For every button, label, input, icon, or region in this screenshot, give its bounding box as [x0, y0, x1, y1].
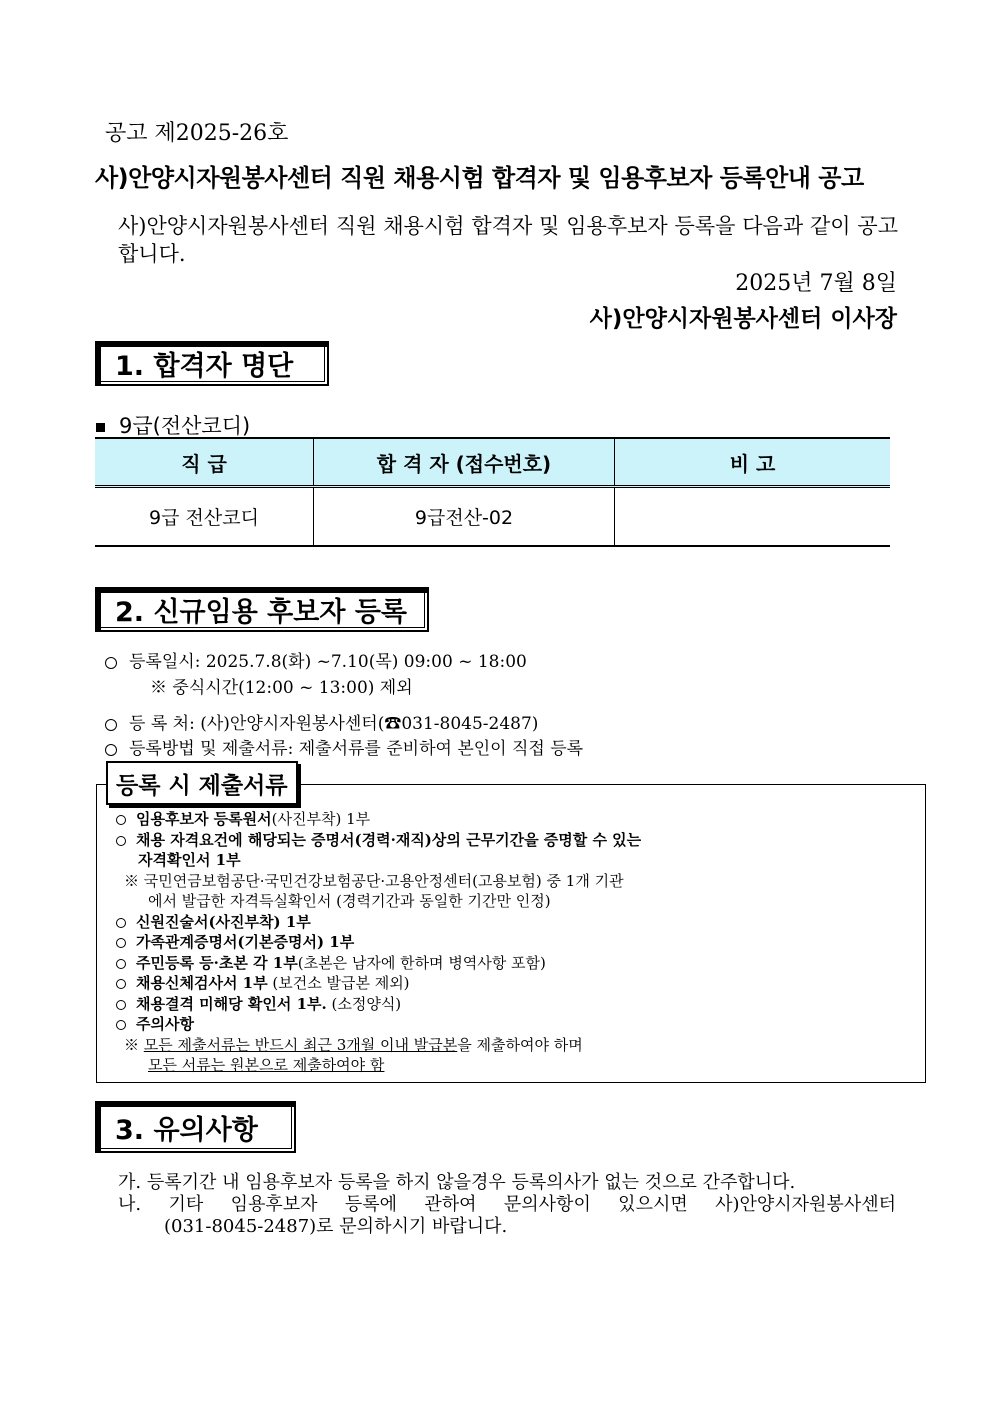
list-item	[116, 953, 916, 974]
circle-bullet-icon	[116, 815, 126, 825]
list-item	[116, 830, 916, 851]
doc-note: 을 제출하여야 하며	[457, 1035, 583, 1054]
doc-item-rest: (보건소 발급본 제외)	[272, 974, 410, 992]
doc-item-bold: 자격확인서 1부	[138, 851, 241, 869]
registration-place: 등 록 처: (사)안양시자원봉사센터(☎031-8045-2487)	[129, 714, 539, 734]
list-item	[116, 912, 916, 933]
documents-label: 등록 시 제출서류	[106, 761, 298, 805]
circle-bullet-icon	[116, 959, 126, 969]
list-item	[116, 932, 916, 953]
list-item	[105, 734, 583, 759]
list-item: 나. 기타 임용후보자 등록에 관하여 문의사항이 있으시면 사)안양시자원봉사센터	[118, 1194, 896, 1215]
doc-item-bold: 주민등록 등·초본 각 1부	[136, 953, 298, 972]
list-item	[116, 1014, 916, 1035]
section2-heading	[95, 587, 429, 632]
list-item	[116, 973, 916, 994]
cell-remarks	[615, 487, 891, 547]
header-remarks: 비 고	[615, 438, 891, 487]
circle-bullet-icon	[116, 1020, 126, 1030]
doc-item-bold: 채용신체검사서 1부	[136, 974, 268, 992]
registration-method: 등록방법 및 제출서류: 제출서류를 준비하여 본인이 직접 등록	[129, 739, 584, 759]
result-table	[95, 437, 890, 547]
notice-number: 공고 제2025-26호	[105, 121, 289, 146]
circle-bullet-icon	[116, 979, 126, 989]
section2-heading-text: 2. 신규임용 후보자 등록	[115, 597, 407, 628]
doc-item-rest: (소정양식)	[331, 994, 402, 1013]
circle-bullet-icon	[105, 719, 117, 731]
cell-passer: 9급전산-02	[314, 487, 615, 547]
subheading-text: 9급(전산코디)	[119, 414, 251, 438]
table-header-row	[95, 438, 890, 487]
doc-item-rest: (초본은 남자에 한하며 병역사항 포함)	[297, 953, 546, 972]
page-title: 사)안양시자원봉사센터 직원 채용시험 합격자 및 임용후보자 등록안내 공고	[95, 164, 864, 192]
lunch-note: ※ 중식시간(12:00 ~ 13:00) 제외	[150, 678, 413, 698]
list-item	[116, 1055, 916, 1076]
square-bullet-icon	[96, 423, 105, 432]
list-item	[105, 647, 527, 672]
documents-list	[116, 809, 916, 1076]
caution-list	[118, 1172, 896, 1238]
doc-note-underlined: 모든 서류는 원본으로 제출하여야 함	[148, 1056, 385, 1074]
list-item	[116, 871, 916, 892]
circle-bullet-icon	[105, 657, 117, 669]
section3-heading	[95, 1101, 296, 1153]
doc-item-bold: 신원진술서(사진부착) 1부	[136, 912, 311, 931]
doc-item-bold: 임용후보자 등록원서	[136, 810, 272, 828]
circle-bullet-icon	[116, 918, 126, 928]
header-passer: 합 격 자 (접수번호)	[314, 438, 615, 487]
list-item: ※ 모든 제출서류는 반드시 최근 3개월 이내 발급본을 제출하여야 하며	[124, 1035, 583, 1054]
circle-bullet-icon	[116, 938, 126, 948]
table-row	[95, 487, 890, 547]
list-item	[116, 891, 916, 912]
registration-period: 등록일시: 2025.7.8(화) ~7.10(목) 09:00 ~ 18:00	[129, 652, 527, 672]
list-item	[150, 673, 413, 698]
doc-note: ※ 국민연금보험공단·국민건강보험공단·고용안정센터(고용보험) 중 1개 기관	[124, 871, 624, 890]
doc-item-bold: 채용 자격요건에 해당되는 증명서(경력·재직)상의 근무기간을 증명할 수 있는	[136, 830, 642, 849]
list-item	[116, 994, 916, 1015]
doc-item-rest: (사진부착) 1부	[271, 810, 371, 828]
section3-heading-text: 3. 유의사항	[115, 1114, 258, 1146]
doc-item-bold: 주의사항	[136, 1015, 194, 1033]
doc-item-bold: 가족관계증명서(기본증명서) 1부	[136, 933, 355, 951]
doc-note: 에서 발급한 자격득실확인서 (경력기간과 동일한 기간만 인정)	[148, 892, 551, 910]
section1-heading-text: 1. 합격자 명단	[115, 351, 294, 382]
circle-bullet-icon	[116, 1000, 126, 1010]
list-item	[105, 709, 538, 734]
list-item: (031-8045-2487)로 문의하시기 바랍니다.	[164, 1216, 508, 1237]
intro-paragraph: 사)안양시자원봉사센터 직원 채용시험 합격자 및 임용후보자 등록을 다음과 같이 공고합니다.	[118, 214, 898, 266]
list-item	[116, 809, 916, 830]
circle-bullet-icon	[116, 836, 126, 846]
doc-note-underlined: 모든 제출서류는 반드시 최근 3개월 이내 발급본	[143, 1035, 458, 1054]
section1-heading	[95, 341, 329, 386]
header-grade: 직 급	[95, 438, 314, 487]
notice-date: 2025년 7월 8일	[735, 271, 897, 296]
cell-grade: 9급 전산코디	[95, 487, 314, 547]
doc-item-bold: 채용결격 미해당 확인서 1부.	[136, 994, 327, 1013]
section1-subheading	[96, 410, 250, 440]
circle-bullet-icon	[105, 744, 117, 756]
list-item: 가. 등록기간 내 임용후보자 등록을 하지 않을경우 등록의사가 없는 것으로 간주합니다.	[118, 1172, 796, 1193]
signatory: 사)안양시자원봉사센터 이사장	[589, 306, 897, 332]
list-item	[116, 850, 916, 871]
